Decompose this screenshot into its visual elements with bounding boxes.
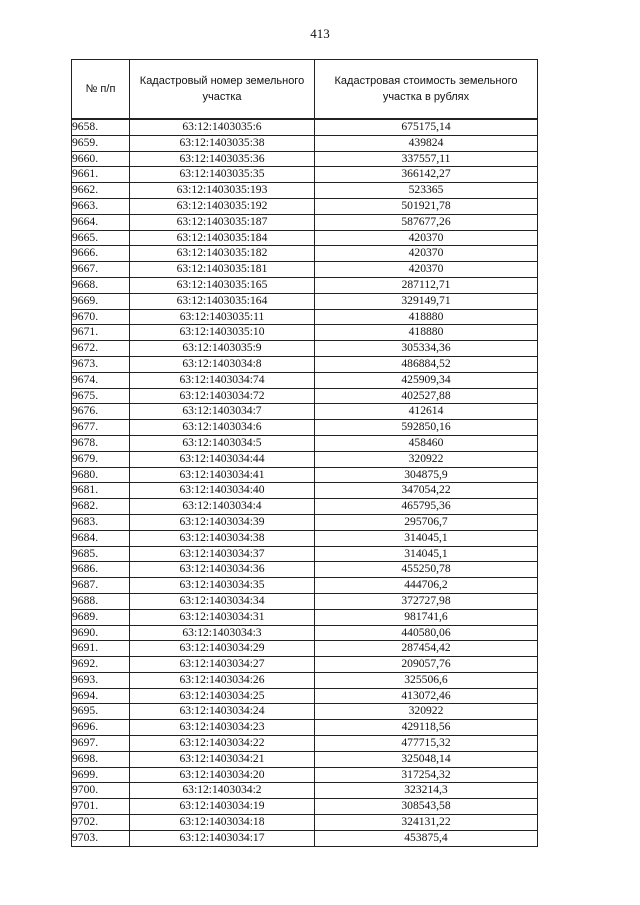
cadastral-value-cell: 465795,36 [315, 499, 538, 515]
cadastral-value-cell: 523365 [315, 183, 538, 199]
cadastral-number-cell: 63:12:1403035:182 [130, 246, 315, 262]
cadastral-number-cell: 63:12:1403035:11 [130, 309, 315, 325]
header-cadastral-number: Кадастровый номер земельного участка [130, 60, 315, 120]
table-row [72, 151, 538, 167]
cadastral-value-cell: 295706,7 [315, 514, 538, 530]
table-row [72, 767, 538, 783]
table-row [72, 277, 538, 293]
row-number-cell: 9692. [72, 657, 130, 673]
cadastral-value-cell: 347054,22 [315, 483, 538, 499]
table-row [72, 830, 538, 846]
table-row [72, 751, 538, 767]
table-row [72, 530, 538, 546]
cadastral-number-cell: 63:12:1403034:20 [130, 767, 315, 783]
cadastral-number-cell: 63:12:1403034:36 [130, 562, 315, 578]
row-number-cell: 9690. [72, 625, 130, 641]
cadastral-number-cell: 63:12:1403034:38 [130, 530, 315, 546]
cadastral-number-cell: 63:12:1403035:192 [130, 198, 315, 214]
row-number-cell: 9659. [72, 135, 130, 151]
row-number-cell: 9691. [72, 641, 130, 657]
cadastral-number-cell: 63:12:1403035:184 [130, 230, 315, 246]
row-number-cell: 9703. [72, 830, 130, 846]
cadastral-number-cell: 63:12:1403034:74 [130, 372, 315, 388]
cadastral-value-cell: 325506,6 [315, 672, 538, 688]
row-number-cell: 9670. [72, 309, 130, 325]
cadastral-number-cell: 63:12:1403034:44 [130, 451, 315, 467]
cadastral-number-cell: 63:12:1403034:26 [130, 672, 315, 688]
cadastral-number-cell: 63:12:1403034:4 [130, 499, 315, 515]
table-row [72, 672, 538, 688]
row-number-cell: 9681. [72, 483, 130, 499]
cadastral-number-cell: 63:12:1403035:38 [130, 135, 315, 151]
table-row [72, 815, 538, 831]
cadastral-value-cell: 458460 [315, 435, 538, 451]
cadastral-number-cell: 63:12:1403035:6 [130, 119, 315, 135]
table-row [72, 293, 538, 309]
table-row [72, 609, 538, 625]
row-number-cell: 9676. [72, 404, 130, 420]
cadastral-value-cell: 501921,78 [315, 198, 538, 214]
cadastral-number-cell: 63:12:1403034:37 [130, 546, 315, 562]
cadastral-number-cell: 63:12:1403035:193 [130, 183, 315, 199]
cadastral-value-cell: 420370 [315, 246, 538, 262]
row-number-cell: 9694. [72, 688, 130, 704]
cadastral-number-cell: 63:12:1403034:25 [130, 688, 315, 704]
cadastral-value-cell: 420370 [315, 262, 538, 278]
row-number-cell: 9695. [72, 704, 130, 720]
row-number-cell: 9693. [72, 672, 130, 688]
table-row [72, 135, 538, 151]
table-row [72, 388, 538, 404]
table-row [72, 183, 538, 199]
table-row [72, 467, 538, 483]
cadastral-number-cell: 63:12:1403035:10 [130, 325, 315, 341]
row-number-cell: 9665. [72, 230, 130, 246]
table-row [72, 720, 538, 736]
row-number-cell: 9660. [72, 151, 130, 167]
cadastral-value-cell: 429118,56 [315, 720, 538, 736]
row-number-cell: 9688. [72, 593, 130, 609]
cadastral-value-cell: 592850,16 [315, 420, 538, 436]
cadastral-number-cell: 63:12:1403035:181 [130, 262, 315, 278]
table-row [72, 799, 538, 815]
cadastral-value-cell: 304875,9 [315, 467, 538, 483]
row-number-cell: 9671. [72, 325, 130, 341]
cadastral-value-cell: 320922 [315, 451, 538, 467]
table-row [72, 262, 538, 278]
cadastral-value-table [71, 59, 538, 847]
cadastral-number-cell: 63:12:1403034:39 [130, 514, 315, 530]
cadastral-value-cell: 337557,11 [315, 151, 538, 167]
table-row [72, 372, 538, 388]
row-number-cell: 9687. [72, 578, 130, 594]
cadastral-value-cell: 439824 [315, 135, 538, 151]
cadastral-number-cell: 63:12:1403035:36 [130, 151, 315, 167]
table-row [72, 688, 538, 704]
row-number-cell: 9689. [72, 609, 130, 625]
cadastral-value-cell: 308543,58 [315, 799, 538, 815]
cadastral-value-cell: 675175,14 [315, 119, 538, 135]
table-row [72, 783, 538, 799]
table-row [72, 435, 538, 451]
cadastral-value-cell: 440580,06 [315, 625, 538, 641]
cadastral-number-cell: 63:12:1403034:19 [130, 799, 315, 815]
row-number-cell: 9699. [72, 767, 130, 783]
cadastral-number-cell: 63:12:1403034:35 [130, 578, 315, 594]
table-row [72, 356, 538, 372]
cadastral-value-cell: 981741,6 [315, 609, 538, 625]
table-row [72, 514, 538, 530]
table-row [72, 578, 538, 594]
table-row [72, 499, 538, 515]
cadastral-number-cell: 63:12:1403035:164 [130, 293, 315, 309]
cadastral-number-cell: 63:12:1403035:35 [130, 167, 315, 183]
table-row [72, 404, 538, 420]
table-row [72, 562, 538, 578]
cadastral-value-cell: 317254,32 [315, 767, 538, 783]
table-row [72, 451, 538, 467]
cadastral-number-cell: 63:12:1403034:22 [130, 736, 315, 752]
cadastral-number-cell: 63:12:1403034:5 [130, 435, 315, 451]
cadastral-value-cell: 325048,14 [315, 751, 538, 767]
cadastral-value-cell: 486884,52 [315, 356, 538, 372]
table-row [72, 214, 538, 230]
row-number-cell: 9666. [72, 246, 130, 262]
cadastral-value-cell: 323214,3 [315, 783, 538, 799]
cadastral-value-cell: 324131,22 [315, 815, 538, 831]
cadastral-value-cell: 420370 [315, 230, 538, 246]
cadastral-number-cell: 63:12:1403034:2 [130, 783, 315, 799]
cadastral-value-cell: 366142,27 [315, 167, 538, 183]
row-number-cell: 9679. [72, 451, 130, 467]
cadastral-number-cell: 63:12:1403034:3 [130, 625, 315, 641]
cadastral-value-cell: 329149,71 [315, 293, 538, 309]
table-row [72, 704, 538, 720]
cadastral-number-cell: 63:12:1403034:18 [130, 815, 315, 831]
row-number-cell: 9661. [72, 167, 130, 183]
table-row [72, 546, 538, 562]
table-row [72, 167, 538, 183]
cadastral-value-cell: 314045,1 [315, 530, 538, 546]
table-row [72, 420, 538, 436]
table-row [72, 657, 538, 673]
cadastral-number-cell: 63:12:1403034:31 [130, 609, 315, 625]
table-row [72, 230, 538, 246]
cadastral-number-cell: 63:12:1403034:24 [130, 704, 315, 720]
cadastral-value-cell: 372727,98 [315, 593, 538, 609]
row-number-cell: 9683. [72, 514, 130, 530]
cadastral-number-cell: 63:12:1403034:41 [130, 467, 315, 483]
table-row [72, 593, 538, 609]
row-number-cell: 9677. [72, 420, 130, 436]
row-number-cell: 9674. [72, 372, 130, 388]
cadastral-number-cell: 63:12:1403034:17 [130, 830, 315, 846]
cadastral-number-cell: 63:12:1403034:34 [130, 593, 315, 609]
row-number-cell: 9668. [72, 277, 130, 293]
row-number-cell: 9682. [72, 499, 130, 515]
row-number-cell: 9662. [72, 183, 130, 199]
cadastral-value-cell: 587677,26 [315, 214, 538, 230]
cadastral-number-cell: 63:12:1403034:27 [130, 657, 315, 673]
table-row [72, 309, 538, 325]
row-number-cell: 9667. [72, 262, 130, 278]
table-row [72, 641, 538, 657]
table-header-row [72, 60, 538, 120]
row-number-cell: 9664. [72, 214, 130, 230]
cadastral-value-cell: 453875,4 [315, 830, 538, 846]
cadastral-value-cell: 418880 [315, 325, 538, 341]
cadastral-number-cell: 63:12:1403034:8 [130, 356, 315, 372]
cadastral-number-cell: 63:12:1403034:72 [130, 388, 315, 404]
cadastral-value-cell: 477715,32 [315, 736, 538, 752]
row-number-cell: 9697. [72, 736, 130, 752]
row-number-cell: 9673. [72, 356, 130, 372]
cadastral-value-cell: 305334,36 [315, 341, 538, 357]
cadastral-value-cell: 402527,88 [315, 388, 538, 404]
row-number-cell: 9698. [72, 751, 130, 767]
cadastral-number-cell: 63:12:1403034:7 [130, 404, 315, 420]
cadastral-value-cell: 287112,71 [315, 277, 538, 293]
table-body [72, 119, 538, 846]
table-row [72, 625, 538, 641]
row-number-cell: 9678. [72, 435, 130, 451]
cadastral-value-cell: 314045,1 [315, 546, 538, 562]
cadastral-number-cell: 63:12:1403035:187 [130, 214, 315, 230]
cadastral-value-cell: 320922 [315, 704, 538, 720]
cadastral-number-cell: 63:12:1403034:23 [130, 720, 315, 736]
cadastral-value-cell: 455250,78 [315, 562, 538, 578]
row-number-cell: 9680. [72, 467, 130, 483]
cadastral-value-cell: 412614 [315, 404, 538, 420]
cadastral-number-cell: 63:12:1403034:29 [130, 641, 315, 657]
cadastral-number-cell: 63:12:1403035:9 [130, 341, 315, 357]
cadastral-value-cell: 209057,76 [315, 657, 538, 673]
table-row [72, 483, 538, 499]
table-row [72, 198, 538, 214]
cadastral-number-cell: 63:12:1403035:165 [130, 277, 315, 293]
row-number-cell: 9696. [72, 720, 130, 736]
row-number-cell: 9686. [72, 562, 130, 578]
cadastral-value-cell: 425909,34 [315, 372, 538, 388]
row-number-cell: 9700. [72, 783, 130, 799]
row-number-cell: 9663. [72, 198, 130, 214]
table-row [72, 341, 538, 357]
cadastral-value-cell: 418880 [315, 309, 538, 325]
cadastral-value-cell: 413072,46 [315, 688, 538, 704]
cadastral-number-cell: 63:12:1403034:40 [130, 483, 315, 499]
table-row [72, 736, 538, 752]
cadastral-number-cell: 63:12:1403034:6 [130, 420, 315, 436]
table-row [72, 325, 538, 341]
page-number: 413 [310, 26, 330, 41]
row-number-cell: 9685. [72, 546, 130, 562]
row-number-cell: 9672. [72, 341, 130, 357]
row-number-cell: 9701. [72, 799, 130, 815]
row-number-cell: 9669. [72, 293, 130, 309]
table-row [72, 246, 538, 262]
header-cadastral-value: Кадастровая стоимость земельного участка в рублях [315, 60, 538, 120]
cadastral-value-cell: 287454,42 [315, 641, 538, 657]
cadastral-value-cell: 444706,2 [315, 578, 538, 594]
table-row [72, 119, 538, 135]
row-number-cell: 9658. [72, 119, 130, 135]
row-number-cell: 9675. [72, 388, 130, 404]
row-number-cell: 9684. [72, 530, 130, 546]
header-row-number: № п/п [72, 60, 130, 120]
cadastral-number-cell: 63:12:1403034:21 [130, 751, 315, 767]
row-number-cell: 9702. [72, 815, 130, 831]
